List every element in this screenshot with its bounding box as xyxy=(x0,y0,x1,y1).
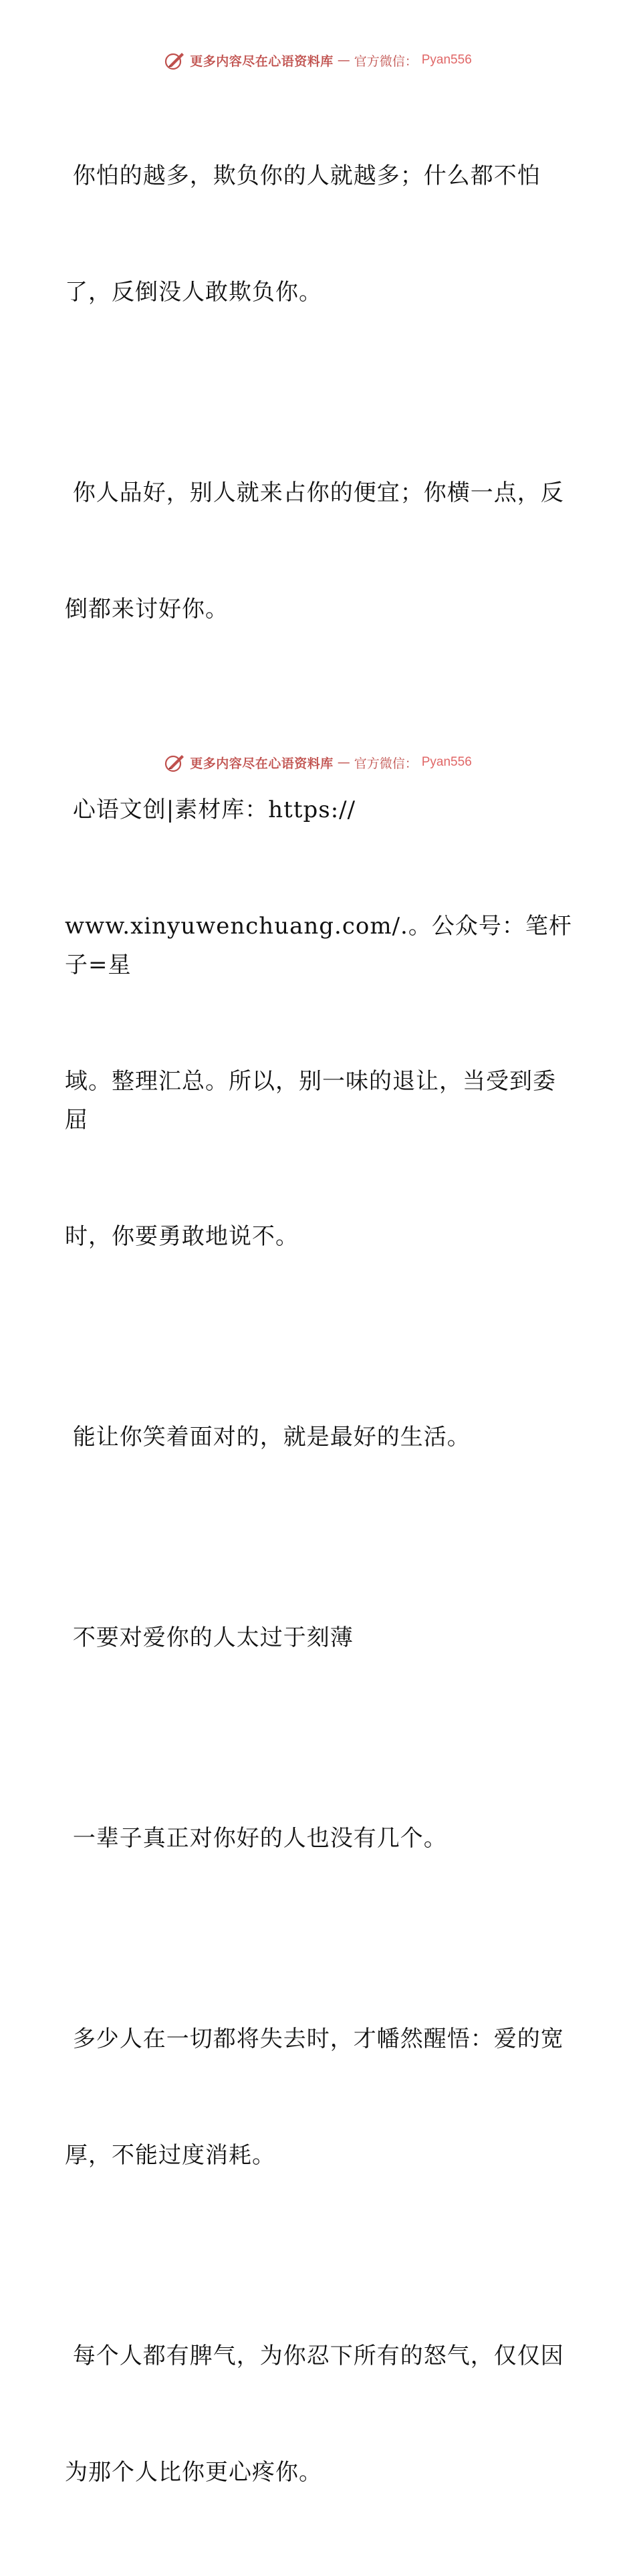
quill-pen-logo-icon xyxy=(163,49,186,72)
paragraph xyxy=(65,2259,573,2569)
paragraph-line: 了，反倒没人敢欺负你。 xyxy=(65,279,322,306)
banner-sub-text: 官方微信： xyxy=(354,53,418,69)
banner-sub-text: 官方微信： xyxy=(354,756,418,771)
paragraph-line: 域。整理汇总。所以，别一味的退让，当受到委屈 xyxy=(65,1068,556,1134)
paragraph-line: www.xinyuwenchuang.com/.。公众号：笔杆子=星 xyxy=(65,913,572,978)
paragraph-line: 倒都来讨好你。 xyxy=(65,596,229,623)
paragraph-line: 厚，不能过度消耗。 xyxy=(65,2142,275,2169)
document-body xyxy=(65,79,573,2576)
banner-main-text: 更多内容尽在心语资料库 xyxy=(190,53,334,69)
paragraph xyxy=(65,713,573,1333)
quill-pen-logo-icon xyxy=(163,751,186,774)
paragraph xyxy=(65,1942,573,2252)
paragraph xyxy=(65,396,573,706)
paragraph xyxy=(65,1741,573,1935)
paragraph xyxy=(65,1541,573,1735)
paragraph-line: 每个人都有脾气，为你忍下所有的怒气，仅仅因 xyxy=(65,2343,564,2369)
paragraph xyxy=(65,79,573,389)
paragraph xyxy=(65,1340,573,1534)
paragraph-line: 心语文创|素材库：https:// xyxy=(65,796,356,823)
banner-wechat-handle: Pyan556 xyxy=(421,755,472,769)
paragraph-line: 你人品好，别人就来占你的便宜；你横一点，反 xyxy=(65,479,564,506)
footer-banner xyxy=(0,749,635,776)
banner-separator: — xyxy=(337,755,350,770)
banner-wechat-handle: Pyan556 xyxy=(421,53,472,67)
paragraph-line: 不要对爱你的人太过于刻薄 xyxy=(65,1624,354,1651)
paragraph-line: 多少人在一切都将失去时，才幡然醒悟：爱的宽 xyxy=(65,2026,564,2052)
paragraph-line: 能让你笑着面对的，就是最好的生活。 xyxy=(65,1424,471,1451)
paragraph-line: 为那个人比你更心疼你。 xyxy=(65,2459,322,2486)
banner-main-text: 更多内容尽在心语资料库 xyxy=(190,756,334,771)
paragraph-line: 你怕的越多，欺负你的人就越多；什么都不怕 xyxy=(65,163,541,189)
header-banner xyxy=(0,47,635,74)
paragraph-line: 一辈子真正对你好的人也没有几个。 xyxy=(65,1825,447,1852)
banner-separator: — xyxy=(337,53,350,68)
paragraph-line: 时，你要勇敢地说不。 xyxy=(65,1223,299,1250)
